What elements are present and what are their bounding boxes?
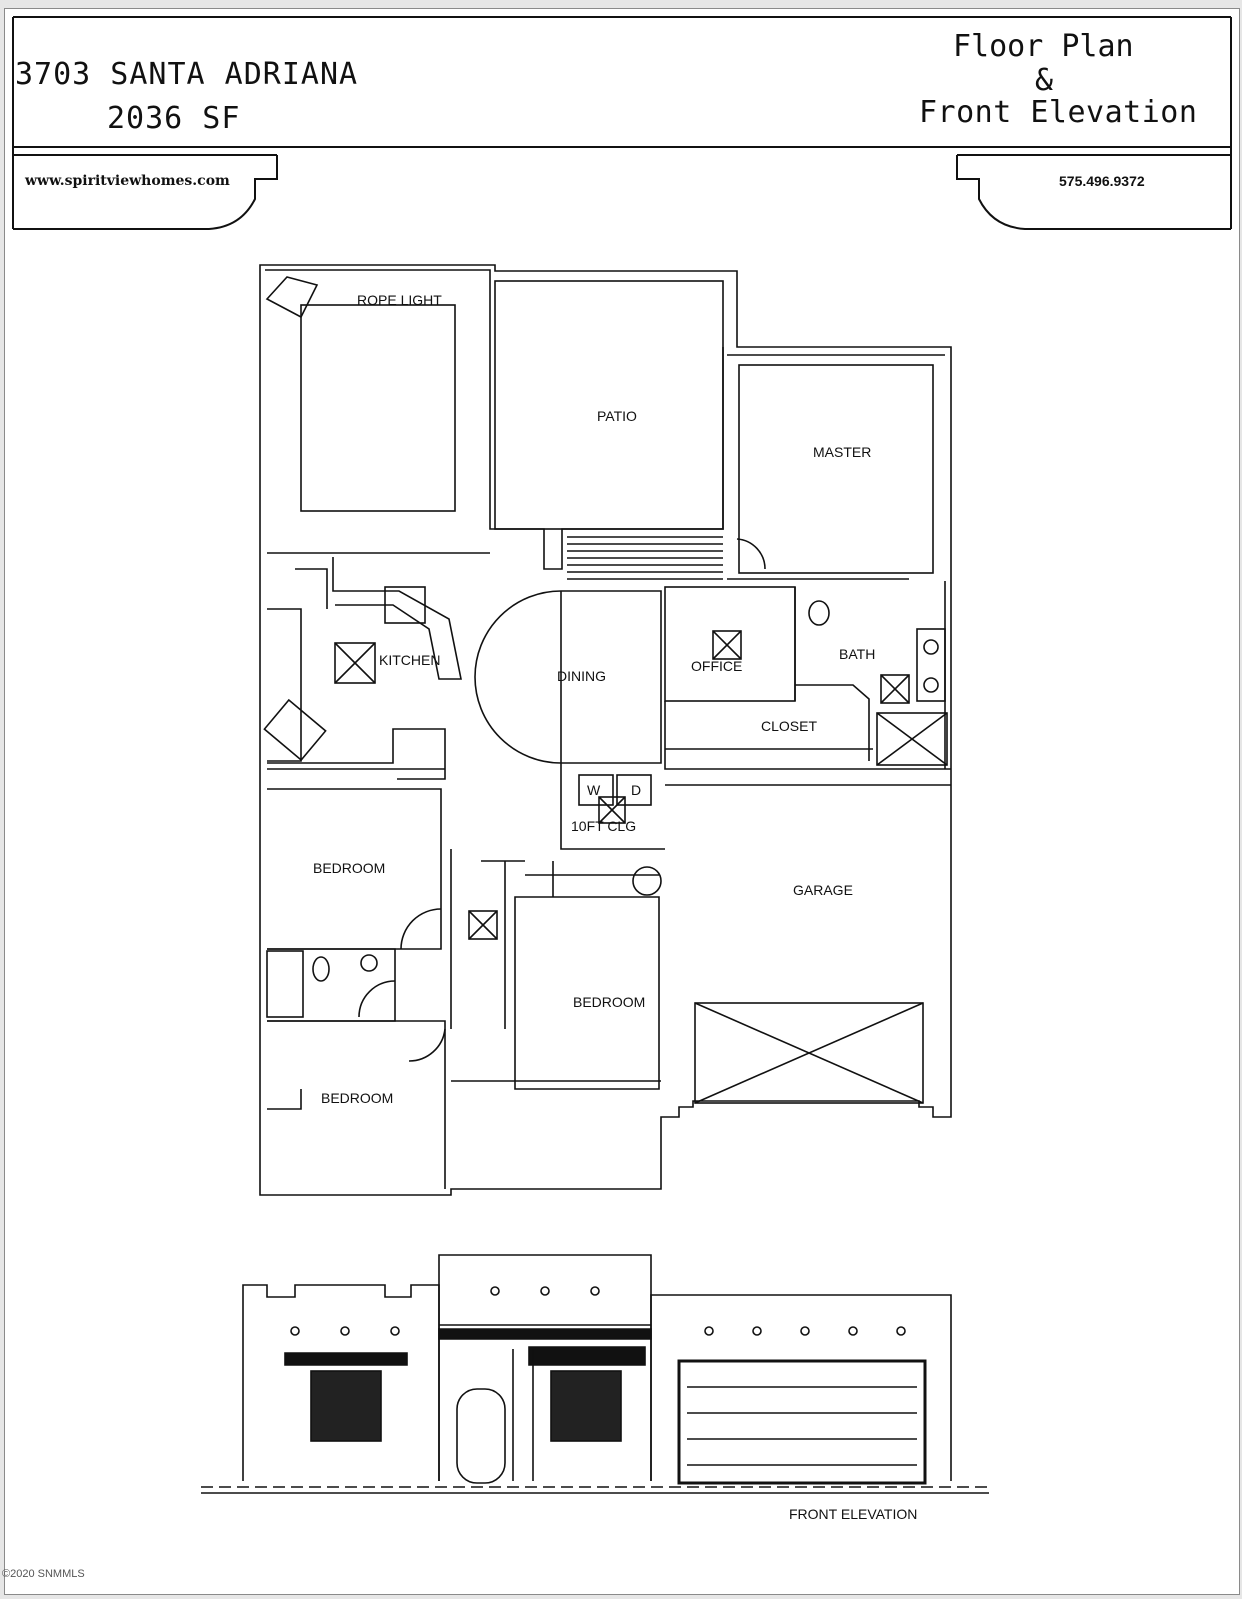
tub [267, 951, 303, 1017]
front-door [457, 1389, 505, 1483]
ceiling-height-label: 10FT CLG [571, 818, 637, 834]
exterior-wall-inner [265, 270, 723, 569]
room-label-patio: PATIO [597, 408, 637, 424]
room-label-bedroom-2: BEDROOM [573, 994, 646, 1010]
water-heater [633, 867, 661, 895]
door-swing [737, 539, 765, 569]
rope-light-ceiling [301, 305, 455, 511]
floor-plan-sheet [4, 8, 1240, 1595]
website-link[interactable]: www.spiritviewhomes.com [25, 173, 230, 189]
corner-fireplace [267, 277, 317, 317]
washer-label: W [587, 782, 601, 798]
door-swing [401, 909, 441, 949]
property-address: 3703 SANTA ADRIANA [15, 57, 359, 92]
sheet-title-line-1: Floor Plan [953, 29, 1134, 64]
range [264, 700, 325, 760]
patio-steps [567, 537, 723, 579]
room-label-rope-light: ROPE LIGHT [357, 292, 442, 308]
toilet [809, 601, 829, 625]
copyright-watermark: ©2020 SNMMLS [2, 1568, 85, 1580]
office-room [665, 587, 795, 701]
room-label-kitchen: KITCHEN [379, 652, 441, 668]
room-label-master: MASTER [813, 444, 872, 460]
dining-arc [475, 591, 561, 763]
room-label-garage: GARAGE [793, 882, 853, 898]
door-swing [359, 981, 395, 1017]
room-label-bedroom-1: BEDROOM [313, 860, 386, 876]
room-label-closet: CLOSET [761, 718, 818, 734]
sheet-title-line-3: Front Elevation [919, 95, 1198, 130]
room-label-bath: BATH [839, 646, 876, 662]
dryer-label: D [631, 782, 642, 798]
toilet [313, 957, 329, 981]
exterior-wall [260, 265, 951, 1195]
room-label-dining: DINING [557, 668, 606, 684]
center-window [551, 1371, 621, 1441]
front-elevation [201, 1255, 989, 1493]
phone-number: 575.496.9372 [1059, 173, 1145, 189]
patio-outline [495, 281, 723, 529]
floor-plan-drawing [5, 9, 1239, 1594]
door-swing [409, 1029, 445, 1061]
master-ceiling [739, 365, 933, 573]
left-window [311, 1371, 381, 1441]
front-elevation-label: FRONT ELEVATION [789, 1506, 918, 1522]
sink [361, 955, 377, 971]
room-label-bedroom-3: BEDROOM [321, 1090, 394, 1106]
room-label-office: OFFICE [691, 658, 743, 674]
square-footage: 2036 SF [107, 101, 241, 136]
sheet-title-line-2: & [1035, 63, 1054, 98]
